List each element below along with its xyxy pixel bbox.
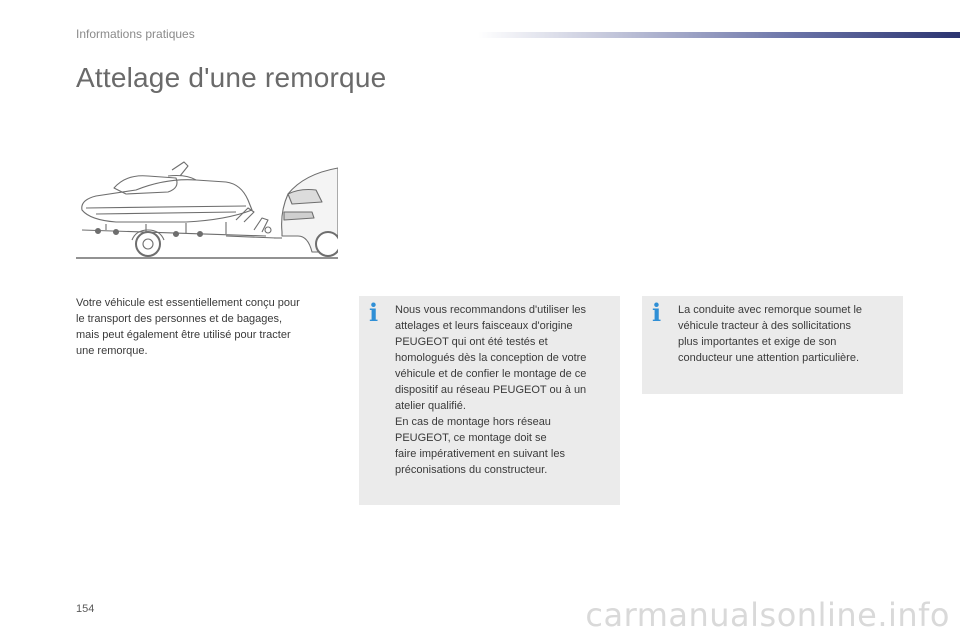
info-box-recommendation: [359, 296, 620, 505]
trailer-illustration: [76, 160, 338, 262]
header-accent-bar: [478, 32, 960, 38]
info-icon: i: [369, 298, 379, 327]
info-icon: i: [652, 298, 662, 327]
intro-paragraph: Votre véhicule est essentiellement conçu pour le transport des personnes et de bagages, mais peut également être utilisé pour tracter une remorque.: [76, 297, 300, 357]
jetski-seat: [114, 176, 177, 194]
jetski-hull: [82, 180, 252, 222]
watermark: carmanualsonline.info: [585, 596, 950, 634]
section-label: Informations pratiques: [76, 27, 195, 41]
info-box-driving: [642, 296, 903, 394]
trailer-wheel: [136, 232, 160, 256]
page-number: 154: [76, 603, 95, 615]
info-text: Nous vous recommandons d'utiliser les attelages et leurs faisceaux d'origine PEUGEOT qui ont été testés et homologués dès la conception de votre véhicule et de confier le montage de ce dispositif au réseau PEUGEOT ou à un atelier qualifié. En cas de montage hors réseau PEUGEOT, ce montage doit se faire impérativement en suivant les préconisations du constructeur.: [395, 304, 587, 476]
page-title: Attelage d'une remorque: [76, 62, 387, 93]
car-wheel: [316, 232, 338, 256]
info-text: La conduite avec remorque soumet le véhicule tracteur à des sollicitations plus importantes et exige de son conducteur une attention particulière.: [678, 304, 863, 364]
